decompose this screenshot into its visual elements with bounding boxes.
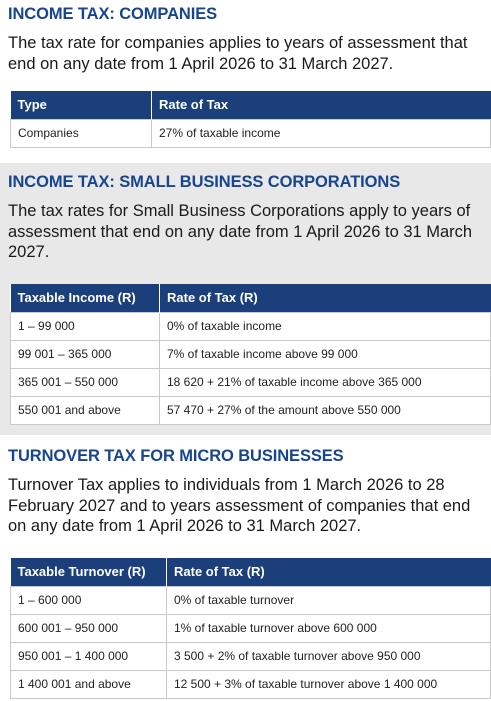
rate-cell: 0% of taxable turnover: [167, 586, 491, 614]
rate-cell: 3 500 + 2% of taxable turnover above 950 000: [167, 642, 491, 670]
table-header-row: [11, 558, 491, 586]
table-header-row: [11, 284, 491, 312]
rate-cell: 12 500 + 3% of taxable turnover above 1 400 000: [167, 670, 491, 698]
type-cell: Companies: [11, 119, 152, 147]
column-header-taxable-turnover: Taxable Turnover (R): [11, 558, 167, 586]
small-business-heading: INCOME TAX: SMALL BUSINESS CORPORATIONS: [8, 173, 401, 191]
table-row: [11, 119, 491, 147]
column-header-rate: Rate of Tax (R): [160, 284, 491, 312]
income-bracket-cell: 550 001 and above: [11, 396, 160, 424]
table-row: [11, 614, 491, 642]
rate-cell: 18 620 + 21% of taxable income above 365 000: [160, 368, 491, 396]
rate-cell: 1% of taxable turnover above 600 000: [167, 614, 491, 642]
rate-cell: 0% of taxable income: [160, 312, 491, 340]
turnover-description: Turnover Tax applies to individuals from 1 March 2026 to 28 February 2027 and to years assessment of companies that end on any date from 1 April 2026 to 31 March 2027.: [8, 476, 471, 535]
table-row: [11, 586, 491, 614]
companies-description: The tax rate for companies applies to years of assessment that end on any date from 1 April 2026 to 31 March 2027.: [8, 34, 468, 73]
companies-heading: INCOME TAX: COMPANIES: [8, 5, 218, 23]
income-bracket-cell: 1 – 99 000: [11, 312, 160, 340]
turnover-bracket-cell: 600 001 – 950 000: [11, 614, 167, 642]
companies-rate-table: [10, 91, 491, 148]
column-header-taxable-income: Taxable Income (R): [11, 284, 160, 312]
turnover-bracket-cell: 950 001 – 1 400 000: [11, 642, 167, 670]
table-row: [11, 642, 491, 670]
table-row: [11, 368, 491, 396]
column-header-type: Type: [11, 91, 152, 119]
income-bracket-cell: 99 001 – 365 000: [11, 340, 160, 368]
rate-cell: 7% of taxable income above 99 000: [160, 340, 491, 368]
rate-cell: 27% of taxable income: [152, 119, 491, 147]
small-business-description: The tax rates for Small Business Corporations apply to years of assessment that end on any date from 1 April 2026 to 31 March 2027.: [8, 202, 473, 261]
turnover-rate-table: [10, 558, 491, 699]
income-bracket-cell: 365 001 – 550 000: [11, 368, 160, 396]
table-row: [11, 340, 491, 368]
table-row: [11, 312, 491, 340]
table-row: [11, 396, 491, 424]
table-header-row: [11, 91, 491, 119]
small-business-rate-table: [10, 284, 491, 425]
companies-section: [0, 0, 491, 163]
column-header-rate: Rate of Tax: [152, 91, 491, 119]
turnover-bracket-cell: 1 – 600 000: [11, 586, 167, 614]
turnover-bracket-cell: 1 400 001 and above: [11, 670, 167, 698]
table-row: [11, 670, 491, 698]
turnover-heading: TURNOVER TAX FOR MICRO BUSINESSES: [8, 447, 344, 465]
rate-cell: 57 470 + 27% of the amount above 550 000: [160, 396, 491, 424]
column-header-rate: Rate of Tax (R): [167, 558, 491, 586]
